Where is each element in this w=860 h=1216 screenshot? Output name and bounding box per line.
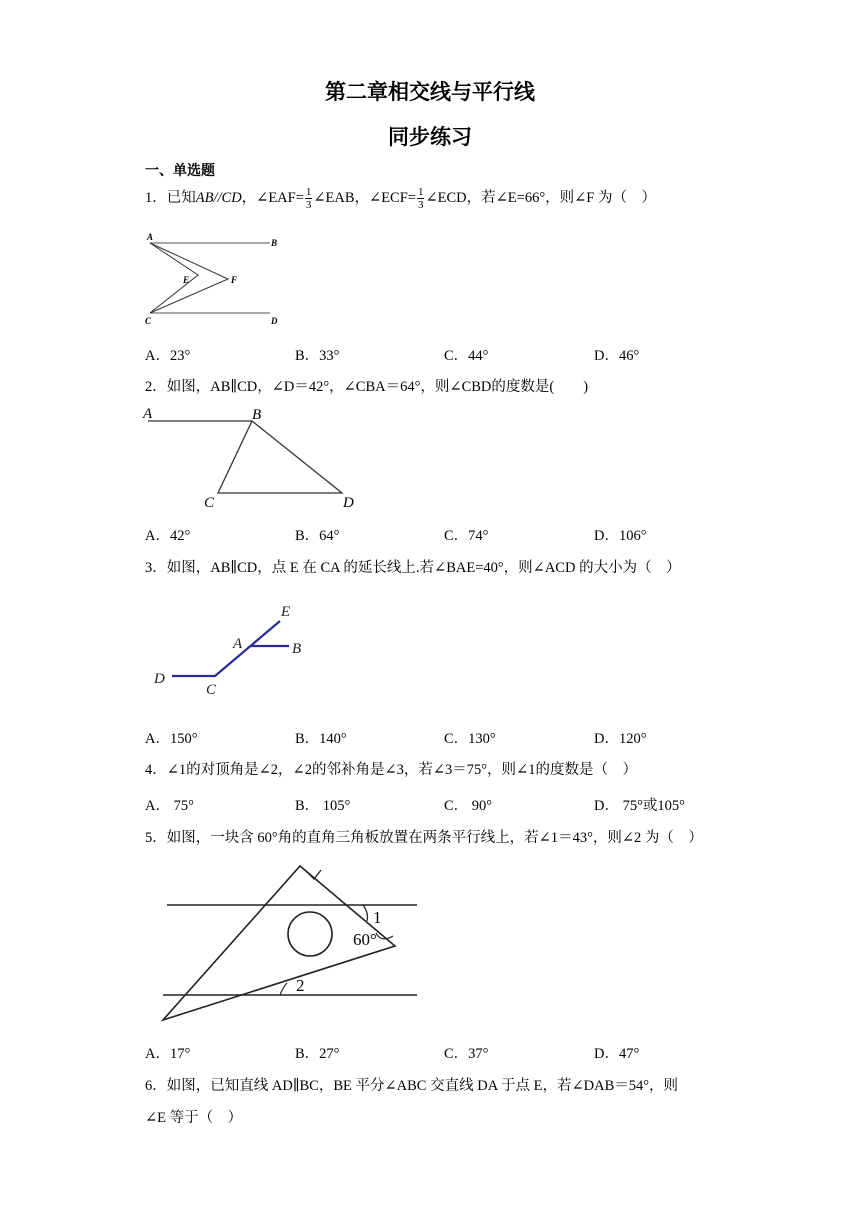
question-2-figure xyxy=(140,403,370,513)
fig1-label-c: C xyxy=(145,316,152,326)
q4-option-c[interactable]: C． 90° xyxy=(444,798,493,814)
q3-option-b[interactable]: B．140° xyxy=(295,731,347,747)
fig1-label-d: D xyxy=(271,316,278,326)
fraction-one-third: $\frac{1}{3}$ xyxy=(417,186,424,211)
fig1-label-e: E xyxy=(183,275,190,285)
q2-option-a[interactable]: A．42° xyxy=(145,528,191,544)
q5-option-d[interactable]: D．47° xyxy=(594,1046,640,1062)
fig3-label-a: A xyxy=(233,636,243,652)
question-3-figure xyxy=(145,598,320,698)
question-2-text: 2．如图，AB∥CD，∠D＝42°，∠CBA＝64°，则∠CBD的度数是( ) xyxy=(145,379,589,395)
q2-option-c[interactable]: C．74° xyxy=(444,528,489,544)
section-heading: 一、单选题 xyxy=(145,164,215,179)
q5-option-c[interactable]: C．37° xyxy=(444,1046,489,1062)
question-4-text: 4．∠1的对顶角是∠2，∠2的邻补角是∠3，若∠3＝75°，则∠1的度数是（ ） xyxy=(145,762,637,778)
q1-option-c[interactable]: C．44° xyxy=(444,348,489,364)
q2-option-d[interactable]: D．106° xyxy=(594,528,647,544)
document-title: 第二章相交线与平行线 xyxy=(325,80,535,104)
fig2-label-b: B xyxy=(252,407,262,423)
fig2-label-a: A xyxy=(143,406,153,422)
question-6-text-line2: ∠E 等于（ ） xyxy=(145,1110,243,1126)
fig3-label-d: D xyxy=(154,671,165,687)
q3-option-c[interactable]: C．130° xyxy=(444,731,496,747)
fig5-angle-1-label: 1 xyxy=(373,908,382,927)
fig5-angle-2-label: 2 xyxy=(296,976,305,995)
document-subtitle: 同步练习 xyxy=(388,125,472,149)
fig3-label-b: B xyxy=(292,641,302,657)
question-1-text: 1．已知AB//CD，∠EAF= $\frac{1}{3}$ ∠EAB，∠ECF= $\frac{1}{3}$ ∠ECD，若∠E=66°，则∠F 为（ ） xyxy=(145,186,656,211)
q4-option-b[interactable]: B． 105° xyxy=(295,798,351,814)
fig1-label-f: F xyxy=(231,275,238,285)
question-5-figure xyxy=(155,858,430,1028)
fig5-angle-60-label: 60° xyxy=(353,930,377,949)
fig2-label-c: C xyxy=(204,495,215,511)
fig2-label-d: D xyxy=(343,495,354,511)
q4-option-a[interactable]: A． 75° xyxy=(145,798,194,814)
fig1-label-a: A xyxy=(147,232,154,242)
question-1-figure xyxy=(140,228,300,330)
q3-option-a[interactable]: A．150° xyxy=(145,731,198,747)
q1-option-a[interactable]: A．23° xyxy=(145,348,191,364)
fig1-label-b: B xyxy=(271,238,278,248)
question-3-text: 3．如图，AB∥CD，点 E 在 CA 的延长线上.若∠BAE=40°，则∠ACD 的大小为（ ） xyxy=(145,560,681,576)
q3-option-d[interactable]: D．120° xyxy=(594,731,647,747)
q5-option-b[interactable]: B．27° xyxy=(295,1046,340,1062)
fig3-label-c: C xyxy=(206,682,217,698)
question-6-text-line1: 6．如图，已知直线 AD∥BC，BE 平分∠ABC 交直线 DA 于点 E，若∠DAB＝54°，则 xyxy=(145,1078,679,1094)
fig3-label-e: E xyxy=(281,604,291,620)
q4-option-d[interactable]: D． 75°或105° xyxy=(594,798,685,814)
q5-option-a[interactable]: A．17° xyxy=(145,1046,191,1062)
fraction-one-third: $\frac{1}{3}$ xyxy=(305,186,312,211)
q1-option-d[interactable]: D．46° xyxy=(594,348,640,364)
q2-option-b[interactable]: B．64° xyxy=(295,528,340,544)
q1-option-b[interactable]: B．33° xyxy=(295,348,340,364)
question-5-text: 5．如图，一块含 60°角的直角三角板放置在两条平行线上，若∠1＝43°，则∠2 为（ ） xyxy=(145,830,703,846)
